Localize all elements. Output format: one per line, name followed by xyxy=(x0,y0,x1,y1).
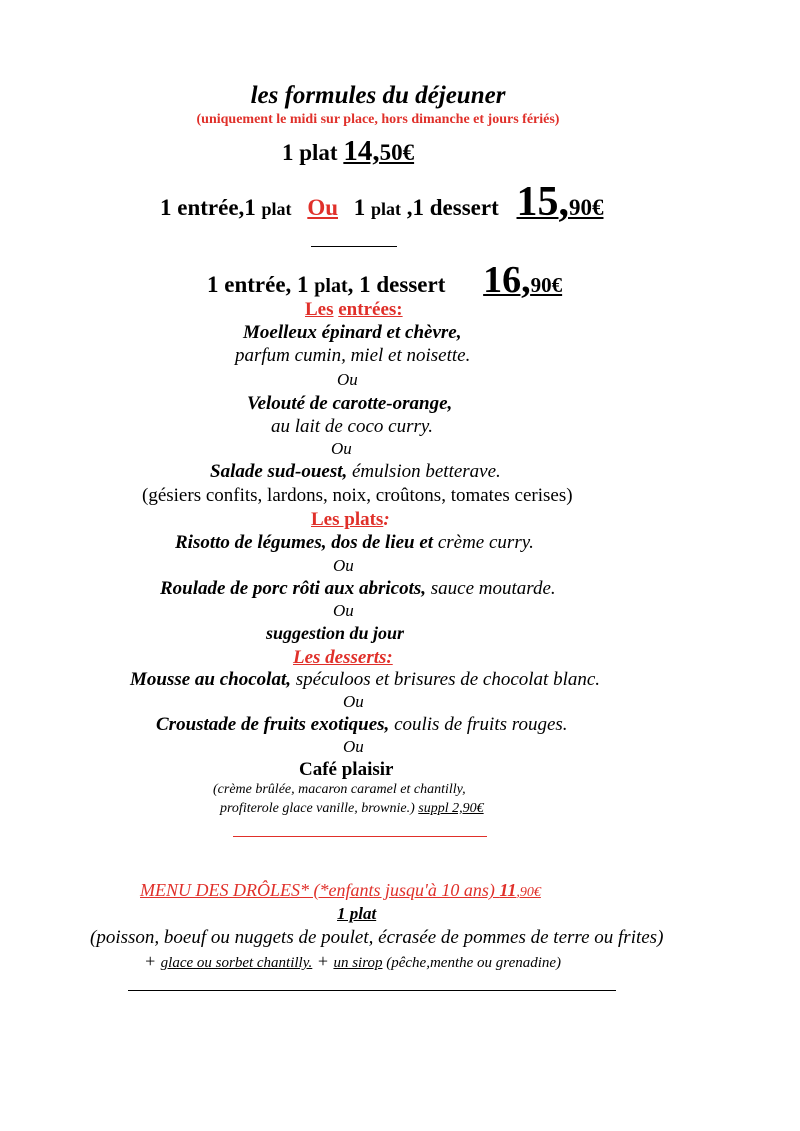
plat-or-2: Ou xyxy=(333,601,354,620)
dessert-1: Mousse au chocolat, spéculoos et brisures de chocolat blanc. xyxy=(130,669,601,690)
entree-1-name: Moelleux épinard et chèvre, xyxy=(243,322,462,343)
dessert-3-detail-1: (crème brûlée, macaron caramel et chantilly, xyxy=(213,782,466,797)
dessert-or-2: Ou xyxy=(343,737,364,756)
lunch-note: (uniquement le midi sur place, hors dimanche et jours fériés) xyxy=(196,112,560,127)
plat-2: Roulade de porc rôti aux abricots, sauce moutarde. xyxy=(160,578,556,599)
plat-or-1: Ou xyxy=(333,556,354,575)
formula-3-price: 16,90€ xyxy=(483,259,563,301)
formula-1 xyxy=(282,135,414,168)
supplement-price: suppl 2,90€ xyxy=(418,801,484,816)
divider-red xyxy=(233,836,487,837)
entree-or-2: Ou xyxy=(331,439,352,458)
plat-1: Risotto de légumes, dos de lieu et crème curry. xyxy=(175,532,534,553)
kids-extras: + glace ou sorbet chantilly. + un sirop (pêche,menthe ou grenadine) xyxy=(144,951,562,971)
dessert-2: Croustade de fruits exotiques, coulis de fruits rouges. xyxy=(156,714,568,735)
formula-2: 1 entrée,1 plat Ou 1 plat ,1 dessert 15,90€ xyxy=(160,179,604,225)
divider-short xyxy=(311,246,397,247)
dessert-3-detail-2: profiterole glace vanille, brownie.) suppl 2,90€ xyxy=(220,801,484,816)
plats-heading: Les plats: xyxy=(311,509,390,530)
entree-2-desc: au lait de coco curry. xyxy=(271,416,433,437)
plat-3: suggestion du jour xyxy=(266,623,405,643)
kids-menu-price: 11 xyxy=(499,880,517,900)
entree-2-name: Velouté de carotte-orange, xyxy=(247,393,453,414)
lunch-title: les formules du déjeuner xyxy=(250,82,506,109)
entree-3-detail: (gésiers confits, lardons, noix, croûtons, tomates cerises) xyxy=(142,485,573,506)
formula-3: 1 entrée, 1 plat, 1 dessert 16,90€ xyxy=(207,259,563,301)
formula-1-label: 1 plat xyxy=(282,140,338,165)
kids-plat: 1 plat xyxy=(337,904,377,923)
divider-bottom xyxy=(128,990,616,991)
entree-3: Salade sud-ouest, émulsion betterave. xyxy=(210,461,501,482)
desserts-heading: Les desserts: xyxy=(293,647,393,668)
formula-1-price: 14,50€ xyxy=(343,135,415,167)
kids-desc: (poisson, boeuf ou nuggets de poulet, écrasée de pommes de terre ou frites) xyxy=(90,927,664,948)
kids-menu-title: MENU DES DRÔLES* (*enfants jusqu'à 10 ans) 11,90€ xyxy=(140,880,541,900)
dessert-3-name: Café plaisir xyxy=(299,759,394,780)
entree-or-1: Ou xyxy=(337,370,358,389)
formula-2-price: 15,90€ xyxy=(516,179,604,225)
entree-1-desc: parfum cumin, miel et noisette. xyxy=(235,345,471,366)
dessert-or-1: Ou xyxy=(343,692,364,711)
or-separator: Ou xyxy=(307,195,338,220)
entrees-heading: Les entrées: xyxy=(305,299,403,320)
